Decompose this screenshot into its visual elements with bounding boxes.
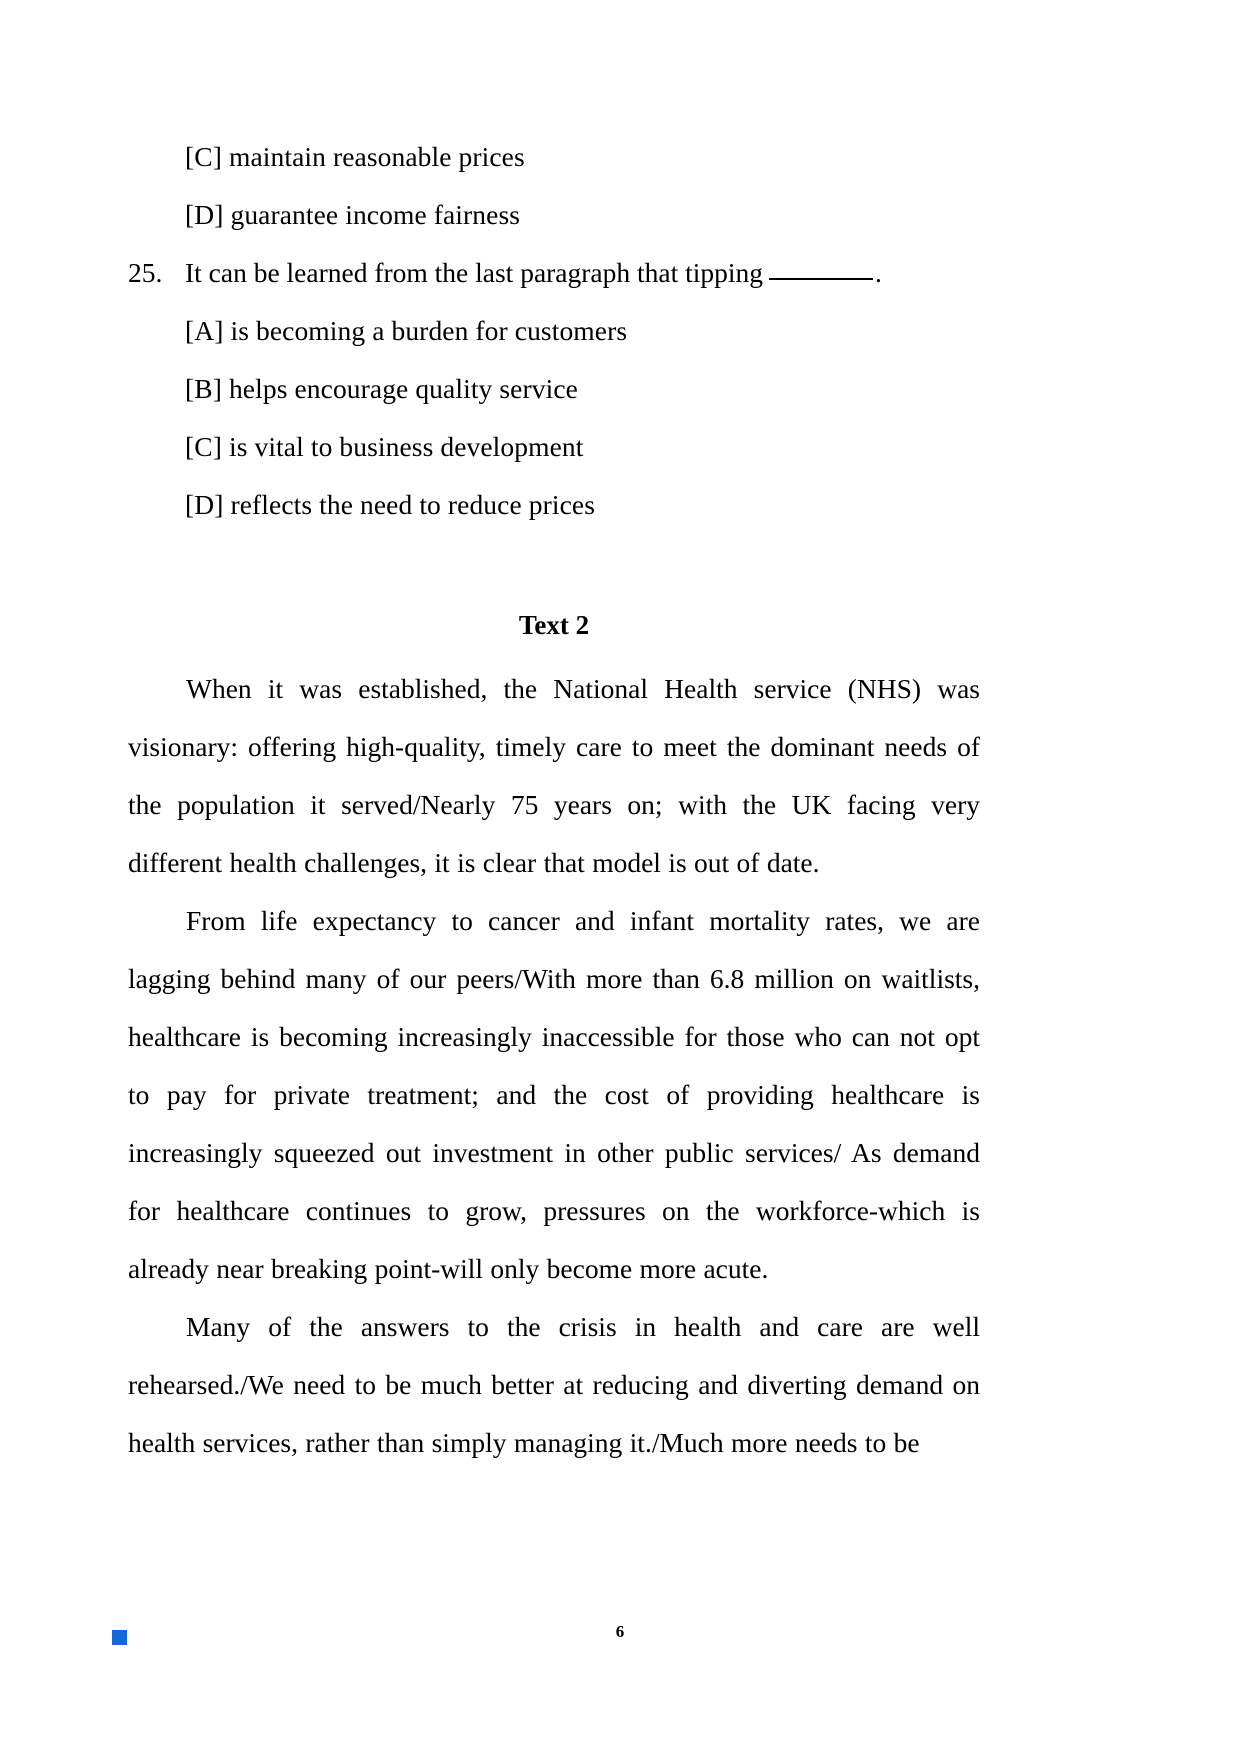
question-25-option-a[interactable] xyxy=(128,302,980,360)
question-25-option-c[interactable] xyxy=(128,418,980,476)
page-number: 6 xyxy=(615,1622,625,1641)
option-label: [B] xyxy=(185,373,222,404)
option-label: [C] xyxy=(185,431,222,462)
text-2-paragraph-1: When it was established, the National Health service (NHS) was visionary: offering high-quality, timely care to meet the dominant needs of the population it served/Nearly 75 years on; with the UK facing very different health challenges, it is clear that model is out of date. xyxy=(128,673,980,878)
option-text: maintain reasonable prices xyxy=(228,141,525,172)
question-stem xyxy=(185,244,980,302)
page-content xyxy=(128,128,980,1472)
question-25-option-b[interactable] xyxy=(128,360,980,418)
question-stem-text: It can be learned from the last paragraph that tipping xyxy=(185,257,764,288)
question-25-option-d[interactable] xyxy=(128,476,980,534)
question-25-stem xyxy=(128,244,980,302)
option-text: is becoming a burden for customers xyxy=(230,315,628,346)
option-label: [A] xyxy=(185,315,224,346)
option-label: [D] xyxy=(185,199,224,230)
option-text: reflects the need to reduce prices xyxy=(230,489,595,520)
option-text: helps encourage quality service xyxy=(228,373,578,404)
text-2-heading: Text 2 xyxy=(518,610,590,640)
option-label: [C] xyxy=(185,141,222,172)
option-text: guarantee income fairness xyxy=(230,199,521,230)
text-2-paragraph-3: Many of the answers to the crisis in health and care are well rehearsed./We need to be much better at reducing and diverting demand on health services, rather than simply managing it./Much more needs to be xyxy=(128,1311,980,1458)
option-line[interactable] xyxy=(128,186,980,244)
question-stem-terminator: . xyxy=(875,257,882,288)
text-2-paragraph-2: From life expectancy to cancer and infant mortality rates, we are lagging behind many of our peers/With more than 6.8 million on waitlists, healthcare is becoming increasingly inaccessible for those who can not opt to pay for private treatment; and the cost of providing healthcare is increasingly squeezed out investment in other public services/ As demand for healthcare continues to grow, pressures on the workforce-which is already near breaking point-will only become more acute. xyxy=(128,905,980,1284)
option-line[interactable] xyxy=(128,128,980,186)
answer-blank-rule[interactable] xyxy=(769,278,873,280)
question-number: 25. xyxy=(128,257,163,288)
option-label: [D] xyxy=(185,489,224,520)
blue-square-marker xyxy=(112,1630,127,1645)
option-text: is vital to business development xyxy=(228,431,584,462)
